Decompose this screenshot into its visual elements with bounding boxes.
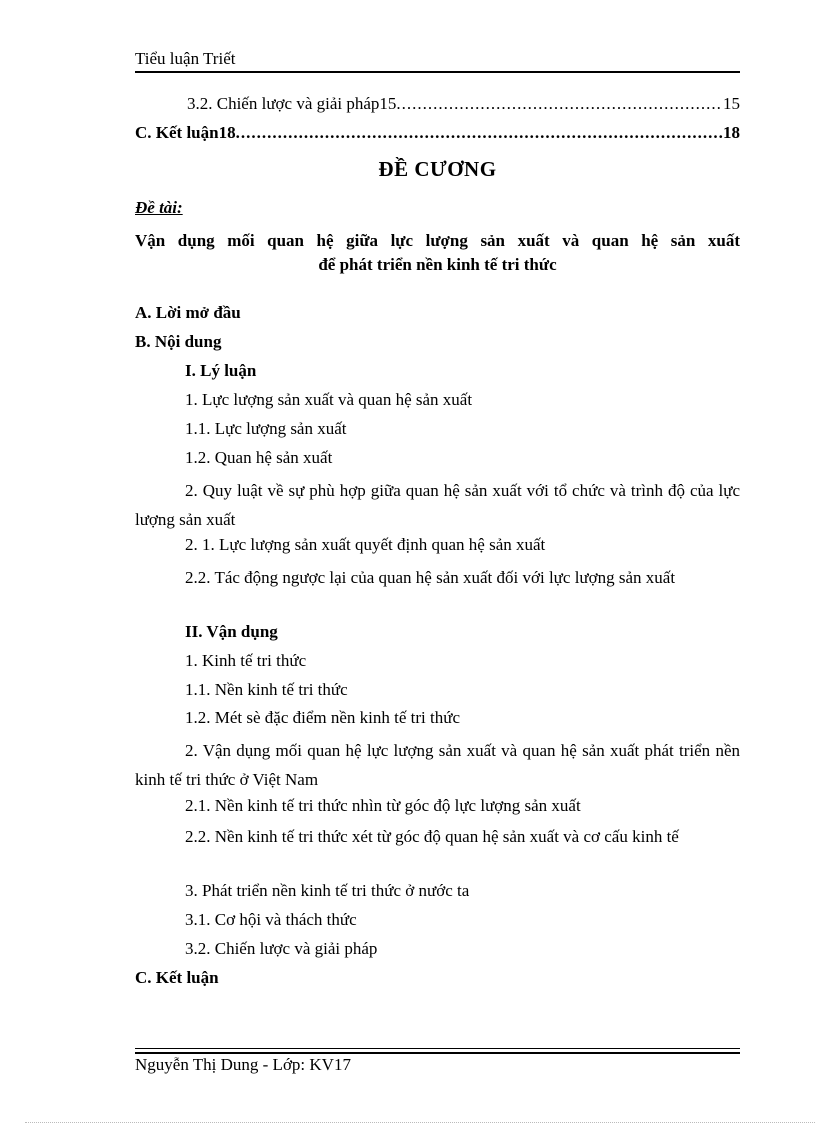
outline-item: 2. Quy luật về sự phù hợp giữa quan hệ sản xuất với tổ chức và trình độ của lực lượng sản xuất xyxy=(135,481,740,529)
outline-item: 2.2. Nền kinh tế tri thức xét từ góc độ quan hệ sản xuất và cơ cấu kinh tế xyxy=(185,827,679,846)
outline-part: I. Lý luận xyxy=(185,361,257,380)
outline-item: 3.2. Chiến lược và giải pháp xyxy=(185,939,378,958)
outline-item: 1.2. Mét sè đặc điểm nền kinh tế tri thức xyxy=(185,708,461,727)
outline-item: 2.1. Nền kinh tế tri thức nhìn từ góc độ lực lượng sản xuất xyxy=(185,796,581,815)
outline-item: 3.1. Cơ hội và thách thức xyxy=(185,910,357,929)
footer-author: Nguyễn Thị Dung - Lớp: KV17 xyxy=(135,1055,351,1074)
footer-divider xyxy=(135,1048,740,1049)
topic-heading xyxy=(135,229,740,277)
toc-entry-page: 15 xyxy=(723,94,740,113)
topic-line-2: để phát triển nền kinh tế tri thức xyxy=(318,255,557,274)
outline-title: ĐỀ CƯƠNG xyxy=(378,157,497,181)
outline-item: 1. Lực lượng sản xuất và quan hệ sản xuất xyxy=(185,390,473,409)
outline-item: 2.2. Tác động ngược lại của quan hệ sản xuất đối với lực lượng sản xuất xyxy=(185,568,676,587)
toc-entry-page: 18 xyxy=(723,123,740,142)
page-header-title: Tiểu luận Triết xyxy=(135,49,236,68)
outline-item: 1.1. Nền kinh tế tri thức xyxy=(185,680,348,699)
outline-item: 2. Vận dụng mối quan hệ lực lượng sản xuất và quan hệ sản xuất phát triển nền kinh tế tri thức ở Việt Nam xyxy=(135,741,740,789)
footer-divider xyxy=(135,1052,740,1054)
toc-leader xyxy=(236,123,723,143)
topic-label: Đề tài: xyxy=(135,198,183,217)
outline-item: 1. Kinh tế tri thức xyxy=(185,651,307,670)
outline-item: 2. 1. Lực lượng sản xuất quyết định quan hệ sản xuất xyxy=(185,535,546,554)
topic-line-1: Vận dụng mối quan hệ giữa lực lượng sản xuất và quan hệ sản xuất xyxy=(135,231,740,250)
outline-section: B. Nội dung xyxy=(135,332,222,351)
outline-item: 1.1. Lực lượng sản xuất xyxy=(185,419,347,438)
outline-part: II. Vận dụng xyxy=(185,622,278,641)
outline-section: A. Lời mở đầu xyxy=(135,303,241,322)
outline-item: 3. Phát triển nền kinh tế tri thức ở nước ta xyxy=(185,881,470,900)
toc-entry[interactable] xyxy=(135,94,740,116)
outline-section: C. Kết luận xyxy=(135,968,219,987)
toc-entry[interactable] xyxy=(135,123,740,145)
outline-item: 1.2. Quan hệ sản xuất xyxy=(185,448,333,467)
toc-entry-label: C. Kết luận18 xyxy=(135,123,236,142)
toc-entry-label: 3.2. Chiến lược và giải pháp15 xyxy=(187,94,397,113)
header-divider xyxy=(135,71,740,73)
toc-leader xyxy=(396,94,723,114)
